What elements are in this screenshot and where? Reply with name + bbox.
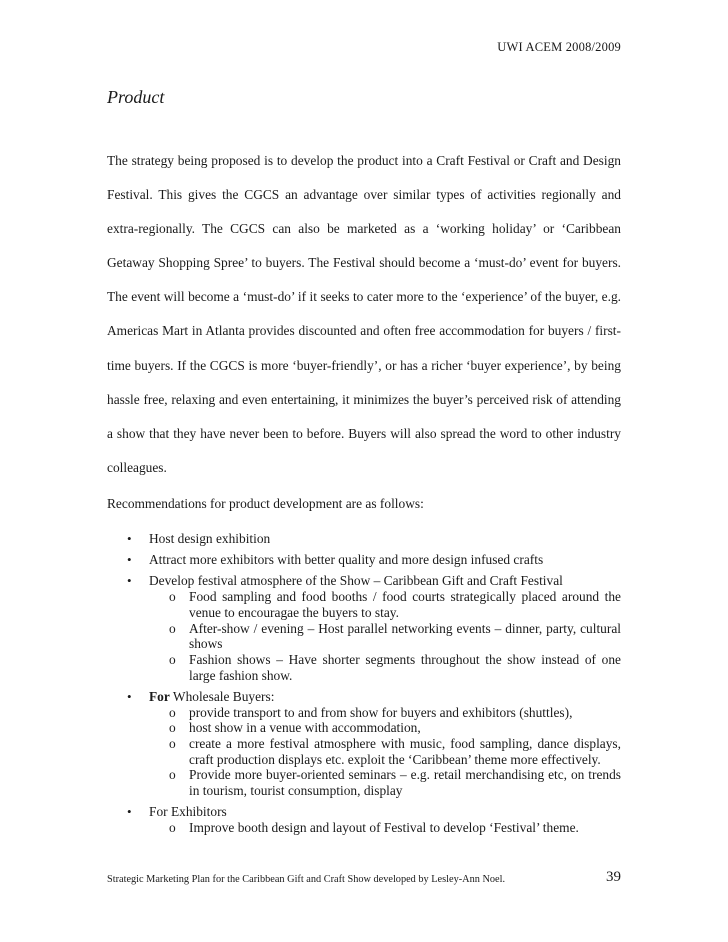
sub-bullet-icon: o [169,735,176,751]
sub-bullet-icon: o [169,767,176,783]
sub-list [149,820,621,836]
list-item-text: Host design exhibition [149,531,271,546]
sub-list-item [149,621,621,652]
sub-item-text: create a more festival atmosphere with music, food sampling, dance displays, craft production displays etc. exploit the ‘Caribbean’ theme more effectively. [189,735,621,767]
sub-item-text: After-show / evening – Host parallel networking events – dinner, party, cultural shows [189,620,621,652]
sub-list-item [149,820,621,836]
sub-item-text: provide transport to and from show for buyers and exhibitors (shuttles), [189,704,573,720]
sub-list [149,705,621,799]
sub-list-item [149,720,621,736]
bullet-icon: • [127,552,132,568]
page-number: 39 [606,869,621,885]
sub-bullet-icon: o [169,720,176,736]
sub-list [149,589,621,683]
sub-bullet-icon: o [169,819,176,835]
list-item [107,804,621,835]
sub-bullet-icon: o [169,620,176,636]
sub-list-item [149,767,621,798]
sub-bullet-icon: o [169,651,176,667]
recommendations-intro: Recommendations for product development are as follows: [107,496,424,511]
bullet-icon: • [127,804,132,820]
list-item-text: Develop festival atmosphere of the Show – Caribbean Gift and Craft Festival [149,573,563,589]
sub-item-text: Improve booth design and layout of Festival to develop ‘Festival’ theme. [189,819,579,835]
body-paragraph: The strategy being proposed is to develop the product into a Craft Festival or Craft and Design Festival. This gives the CGCS an advantage over similar types of activities regionally and extra-regionally. The CGCS can also be marketed as a ‘working holiday’ or ‘Caribbean Getaway Shopping Spree’ to buyers. The Festival should become a ‘must-do’ event for buyers. The event will become a ‘must-do’ if it seeks to cater more to the ‘experience’ of the buyer, e.g. Americas Mart in Atlanta provides discounted and often free accommodation for buyers / first-time buyers. If the CGCS is more ‘buyer-friendly’, or has a richer ‘buyer experience’, by being hassle free, relaxing and even entertaining, it minimizes the buyer’s perceived risk of attending a show that they have never been to before. Buyers will also spread the word to other industry colleagues. [107,153,621,475]
recommendations-list [107,531,621,841]
sub-item-text: host show in a venue with accommodation, [189,720,421,736]
list-item-text: Wholesale Buyers: [169,688,275,704]
sub-list-item [149,705,621,721]
bullet-icon: • [127,688,132,704]
running-header: UWI ACEM 2008/2009 [497,40,621,54]
sub-item-text: Food sampling and food booths / food courts strategically placed around the venue to encouragae the buyers to stay. [189,589,621,620]
list-item [107,573,621,683]
sub-item-text: Fashion shows – Have shorter segments throughout the show instead of one large fashion show. [189,651,621,683]
sub-list-item [149,736,621,767]
list-item-text: For Exhibitors [149,804,227,820]
bullet-icon: • [127,531,132,546]
list-item [107,531,621,547]
sub-bullet-icon: o [169,704,176,720]
list-item [107,552,621,568]
sub-list-item [149,589,621,620]
section-title: Product [107,87,165,107]
page-footer: Strategic Marketing Plan for the Caribbean Gift and Craft Show developed by Lesley-Ann Noel. [107,874,506,885]
sub-list-item [149,652,621,683]
list-item-bold: For [149,688,170,704]
sub-bullet-icon: o [169,589,176,605]
list-item-text: Attract more exhibitors with better quality and more design infused crafts [149,552,544,568]
list-item [107,689,621,799]
sub-item-text: Provide more buyer-oriented seminars – e.g. retail merchandising etc, on trends in tourism, tourist consumption, display [189,767,621,799]
bullet-icon: • [127,573,132,589]
